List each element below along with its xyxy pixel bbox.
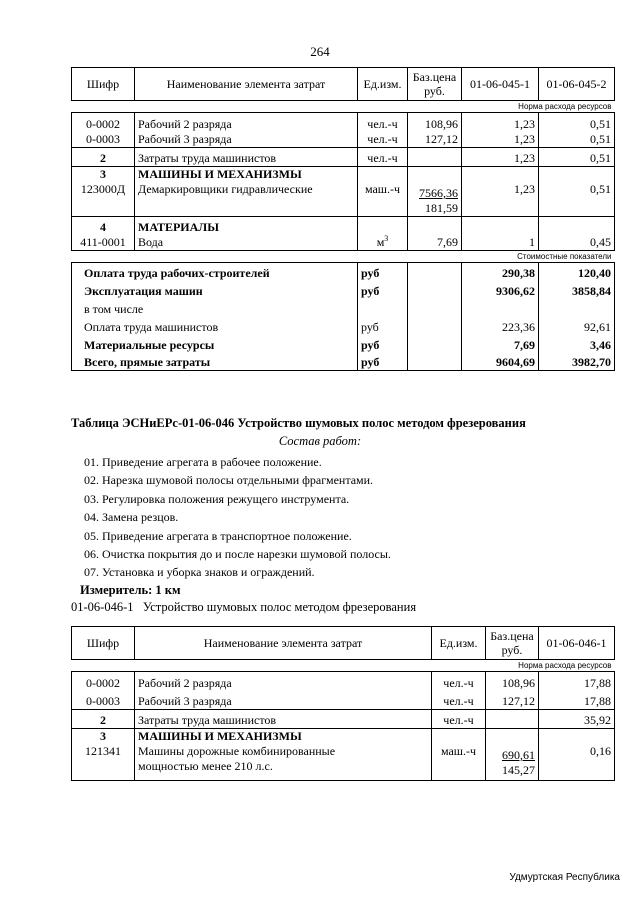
row-price: 690,61 <box>502 748 535 762</box>
cost-row <box>72 281 615 299</box>
table-row <box>72 132 615 148</box>
row-unit: чел.-ч <box>358 148 408 167</box>
cost-row <box>72 263 615 282</box>
list-item: 05. Приведение агрегата в транспортное положение. <box>84 528 352 543</box>
row-unit: чел.-ч <box>432 710 486 729</box>
row-code: 0-0003 <box>72 132 135 148</box>
cost-v1: 290,38 <box>462 263 539 282</box>
cost-name: Оплата труда машинистов <box>72 317 358 335</box>
row-v1: 35,92 <box>539 710 615 729</box>
row-unit-exponent: 3 <box>384 234 389 243</box>
row-price: 108,96 <box>408 113 462 133</box>
row-name: Затраты труда машинистов <box>135 148 358 167</box>
cost-v2: 120,40 <box>539 263 615 282</box>
list-item: 04. Замена резцов. <box>84 510 179 525</box>
cost-v2: 3,46 <box>539 335 615 353</box>
col-header-code: Шифр <box>72 68 135 101</box>
row-code: 3 <box>72 167 135 183</box>
row-unit: чел.-ч <box>432 691 486 710</box>
row-code: 2 <box>72 148 135 167</box>
cost-row <box>72 353 615 371</box>
cost-name: Оплата труда рабочих-строителей <box>72 263 358 282</box>
resource-table-2 <box>71 626 615 781</box>
cost-row <box>72 335 615 353</box>
row-name: Затраты труда машинистов <box>135 710 432 729</box>
row-name: Рабочий 3 разряда <box>135 691 432 710</box>
row-name: МАШИНЫ И МЕХАНИЗМЫ <box>135 167 358 183</box>
table-row <box>72 691 615 710</box>
footer-region: Удмуртская Республика <box>509 872 620 883</box>
row-v1: 17,88 <box>539 672 615 692</box>
table-row <box>72 217 615 236</box>
row-code: 121341 <box>72 744 135 781</box>
norm-label: Норма расхода ресурсов <box>518 102 612 111</box>
row-unit: м <box>376 235 385 249</box>
col-header-045-1: 01-06-045-1 <box>462 68 539 101</box>
row-price: 7,69 <box>408 235 462 251</box>
resource-table-1 <box>71 67 615 371</box>
table-row <box>72 672 615 692</box>
row-v2: 0,51 <box>539 182 615 217</box>
row-name: Рабочий 2 разряда <box>135 672 432 692</box>
cost-v1: 9306,62 <box>462 281 539 299</box>
col-header-price: Баз.цена руб. <box>408 68 462 101</box>
row-unit: чел.-ч <box>358 132 408 148</box>
table-row <box>72 729 615 745</box>
row-name: Вода <box>135 235 358 251</box>
row-unit: чел.-ч <box>432 672 486 692</box>
cost-unit: руб <box>358 317 408 335</box>
table-row <box>72 148 615 167</box>
row-v1: 1,23 <box>462 132 539 148</box>
row-price: 127,12 <box>486 691 539 710</box>
cost-v1: 9604,69 <box>462 353 539 371</box>
code-line: 01-06-046-1 Устройство шумовых полос методом фрезерования <box>71 600 417 614</box>
row-v1: 1,23 <box>462 113 539 133</box>
list-item: 07. Установка и уборка знаков и ограждений. <box>84 565 315 580</box>
row-name: МАТЕРИАЛЫ <box>135 217 358 236</box>
cost-name: Эксплуатация машин <box>72 281 358 299</box>
col-header-045-2: 01-06-045-2 <box>539 68 615 101</box>
cost-row <box>72 317 615 335</box>
col-header-price: Баз.цена руб. <box>486 627 539 660</box>
row-price-machinist: 181,59 <box>425 201 458 215</box>
section-subtitle: Состав работ: <box>278 434 362 448</box>
cost-name: Материальные ресурсы <box>72 335 358 353</box>
table-row <box>72 744 615 781</box>
cost-v1: 7,69 <box>462 335 539 353</box>
table-row <box>72 182 615 217</box>
col-header-unit: Ед.изм. <box>432 627 486 660</box>
row-price: 108,96 <box>486 672 539 692</box>
row-price <box>408 148 462 167</box>
row-code: 2 <box>72 710 135 729</box>
row-v2: 0,51 <box>539 113 615 133</box>
row-name: Рабочий 2 разряда <box>135 113 358 133</box>
col-header-unit: Ед.изм. <box>358 68 408 101</box>
row-unit: маш.-ч <box>358 182 408 217</box>
row-unit-cell <box>358 235 408 251</box>
row-price: 7566,36 <box>419 186 458 200</box>
table-row <box>72 167 615 183</box>
row-price <box>486 710 539 729</box>
cost-v2: 3858,84 <box>539 281 615 299</box>
operations-list <box>84 453 391 582</box>
row-name: Машины дорожные комбинированные мощностью менее 210 л.с. <box>135 744 432 781</box>
row-v2: 0,45 <box>539 235 615 251</box>
row-name: Демаркировщики гидравлические <box>135 182 358 217</box>
cost-v1: 223,36 <box>462 317 539 335</box>
col-header-046-1: 01-06-046-1 <box>539 627 615 660</box>
table-row <box>72 113 615 133</box>
col-header-name: Наименование элемента затрат <box>135 627 432 660</box>
row-v2: 0,51 <box>539 148 615 167</box>
page-number: 264 <box>310 44 330 59</box>
row-v1: 1,23 <box>462 148 539 167</box>
row-code: 0-0003 <box>72 691 135 710</box>
cost-unit: руб <box>358 263 408 282</box>
cost-unit: руб <box>358 335 408 353</box>
cost-label: Стоимостные показатели <box>517 252 612 261</box>
row-unit: маш.-ч <box>432 744 486 781</box>
row-v1: 17,88 <box>539 691 615 710</box>
table-row <box>72 235 615 251</box>
cost-unit: руб <box>358 281 408 299</box>
cost-row <box>72 299 615 317</box>
cost-unit: руб <box>358 353 408 371</box>
measure-unit: Измеритель: 1 км <box>80 583 181 597</box>
row-v1: 1 <box>462 235 539 251</box>
list-item: 03. Регулировка положения режущего инструмента. <box>84 491 350 506</box>
row-code: 0-0002 <box>72 672 135 692</box>
list-item: 06. Очистка покрытия до и после нарезки шумовой полосы. <box>84 547 391 562</box>
cost-v2: 3982,70 <box>539 353 615 371</box>
row-code: 3 <box>72 729 135 745</box>
cost-v2: 92,61 <box>539 317 615 335</box>
row-price: 127,12 <box>408 132 462 148</box>
row-name: МАШИНЫ И МЕХАНИЗМЫ <box>135 729 432 745</box>
list-item: 01. Приведение агрегата в рабочее положение. <box>84 455 322 469</box>
norm-label: Норма расхода ресурсов <box>518 661 612 670</box>
table-row <box>72 710 615 729</box>
cost-name: в том числе <box>72 299 358 317</box>
row-v1: 0,16 <box>539 744 615 781</box>
row-code: 0-0002 <box>72 113 135 133</box>
row-code: 411-0001 <box>72 235 135 251</box>
section-title: Таблица ЭСНиЕРс-01-06-046 Устройство шумовых полос методом фрезерования <box>71 416 526 430</box>
list-item: 02. Нарезка шумовой полосы отдельными фрагментами. <box>84 473 374 488</box>
row-name: Рабочий 3 разряда <box>135 132 358 148</box>
col-header-code: Шифр <box>72 627 135 660</box>
cost-name: Всего, прямые затраты <box>72 353 358 371</box>
row-unit: чел.-ч <box>358 113 408 133</box>
col-header-name: Наименование элемента затрат <box>135 68 358 101</box>
row-code: 123000Д <box>72 182 135 217</box>
row-v1: 1,23 <box>462 182 539 217</box>
row-v2: 0,51 <box>539 132 615 148</box>
row-code: 4 <box>72 217 135 236</box>
row-price-machinist: 145,27 <box>502 763 535 777</box>
